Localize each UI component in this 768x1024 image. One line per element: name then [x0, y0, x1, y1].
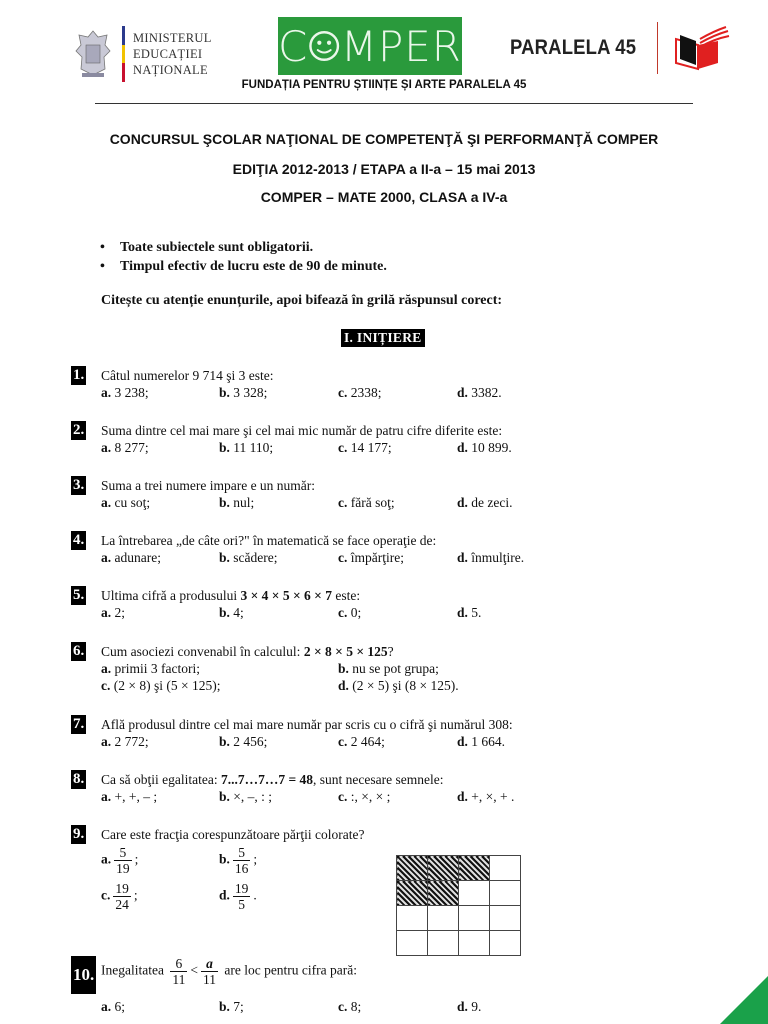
option-c[interactable]: c. 8;: [338, 999, 362, 1014]
section-heading: I. INIȚIERE: [341, 329, 425, 347]
grade-line: COMPER – MATE 2000, CLASA a IV-a: [260, 189, 508, 205]
option-a[interactable]: a. 6;: [101, 999, 126, 1014]
option-d[interactable]: d. 3382.: [457, 385, 502, 400]
option-c[interactable]: c. 2 464;: [338, 734, 385, 749]
smiley-face-icon: [308, 26, 340, 66]
option-b[interactable]: b. 2 456;: [219, 734, 268, 749]
question-text: Inegalitatea $\frac{6}{11}$ < $\frac{a}{11}$ are loc pentru cifra pară:: [101, 956, 358, 987]
option-a[interactable]: a. cu soţ;: [101, 495, 151, 510]
option-d[interactable]: d. înmulţire.: [457, 550, 525, 565]
option-b[interactable]: b. ×, –, : ;: [219, 789, 273, 804]
grid-row: [397, 906, 521, 931]
option-d[interactable]: d. 10 899.: [457, 440, 512, 455]
question-text: Află produsul dintre cel mai mare număr par scris cu o cifră şi numărul 308:: [101, 717, 513, 732]
option-d[interactable]: d. 9.: [457, 999, 482, 1014]
question-text: La întrebarea „de câte ori?" în matematică se face operaţie de:: [101, 533, 437, 548]
question-text: Ca să obţii egalitatea: 7...7…7…7 = 48, sunt necesare semnele:: [101, 772, 444, 787]
rule-item: • Timpul efectiv de lucru este de 90 de minute.: [100, 257, 387, 276]
option-d[interactable]: d. de zeci.: [457, 495, 513, 510]
option-a[interactable]: a. primii 3 factori;: [101, 661, 200, 676]
question-number: 10.: [71, 956, 96, 994]
grid-cell: [490, 856, 521, 881]
header-divider: [95, 103, 693, 104]
option-d[interactable]: d. (2 × 5) şi (8 × 125).: [338, 678, 459, 693]
question-number: 9.: [73, 826, 85, 842]
option-b[interactable]: b. 3 328;: [219, 385, 268, 400]
grid-cell: [459, 906, 490, 931]
question-number: 2.: [73, 422, 85, 438]
question-text: Suma a trei numere impare e un număr:: [101, 478, 316, 493]
question-number: 3.: [73, 477, 85, 493]
foundation-name: FUNDAȚIA PENTRU ȘTIINȚE ȘI ARTE PARALELA 45: [241, 79, 527, 91]
grid-cell-shaded: [459, 856, 490, 881]
option-a[interactable]: a. 8 277;: [101, 440, 149, 455]
question-number: 1.: [73, 367, 85, 383]
option-a[interactable]: a. $\frac{5}{19}$ ;: [101, 845, 139, 876]
option-c[interactable]: c. (2 × 8) şi (5 × 125);: [101, 678, 221, 693]
coat-of-arms-icon: [74, 27, 112, 81]
question-number: 4.: [73, 532, 85, 548]
question-text: Câtul numerelor 9 714 şi 3 este:: [101, 368, 274, 383]
option-b[interactable]: b. 7;: [219, 999, 244, 1014]
grid-cell: [428, 931, 459, 956]
question-text: Care este fracţia corespunzătoare părţii colorate?: [101, 827, 365, 842]
flag-stripe: [122, 26, 125, 82]
question-text: Ultima cifră a produsului 3 × 4 × 5 × 6 × 7 este:: [101, 588, 361, 603]
grid-row: [397, 881, 521, 906]
ministry-logo: [74, 24, 212, 84]
option-a[interactable]: a. 2;: [101, 605, 126, 620]
option-c[interactable]: c. împărţire;: [338, 550, 404, 565]
option-b[interactable]: b. 11 110;: [219, 440, 274, 455]
grid-cell-shaded: [397, 881, 428, 906]
grid-cell: [490, 881, 521, 906]
option-a[interactable]: a. 3 238;: [101, 385, 149, 400]
question-text: Cum asociezi convenabil în calculul: 2 × 8 × 5 × 125?: [101, 644, 394, 659]
shaded-grid-figure: [396, 855, 521, 956]
option-b[interactable]: b. $\frac{5}{16}$ ;: [219, 845, 258, 876]
page-corner-decoration: [720, 976, 768, 1024]
option-b[interactable]: b. nul;: [219, 495, 255, 510]
option-b[interactable]: b. scădere;: [219, 550, 278, 565]
grid-cell: [428, 906, 459, 931]
option-d[interactable]: d. 1 664.: [457, 734, 506, 749]
question-number: 5.: [73, 587, 85, 603]
option-b[interactable]: b. 4;: [219, 605, 244, 620]
grid-row: [397, 931, 521, 956]
grid-cell-shaded: [397, 856, 428, 881]
grid-cell: [459, 931, 490, 956]
paralela45-logo: PARALELA 45: [510, 22, 730, 74]
option-a[interactable]: a. +, +, – ;: [101, 789, 158, 804]
grid-cell: [397, 906, 428, 931]
option-d[interactable]: d. 5.: [457, 605, 482, 620]
comper-logo: C MPER: [278, 17, 462, 75]
option-c[interactable]: c. :, ×, × ;: [338, 789, 391, 804]
question-text: Suma dintre cel mai mare şi cel mai mic număr de patru cifre diferite este:: [101, 423, 503, 438]
option-d[interactable]: d. $\frac{19}{5}$ .: [219, 881, 257, 912]
grid-cell-shaded: [428, 856, 459, 881]
grid-cell: [490, 906, 521, 931]
edition-line: EDIŢIA 2012-2013 / ETAPA a II-a – 15 mai 2013: [232, 161, 536, 177]
contest-title: CONCURSUL ŞCOLAR NAŢIONAL DE COMPETENŢĂ ŞI PERFORMANŢĂ COMPER: [109, 131, 659, 147]
option-d[interactable]: d. +, ×, + .: [457, 789, 515, 804]
rules-list: [100, 238, 387, 276]
option-a[interactable]: a. adunare;: [101, 550, 161, 565]
instruction-text: Citește cu atenție enunțurile, apoi bifează în grilă răspunsul corect:: [101, 293, 503, 308]
question-number: 8.: [73, 771, 85, 787]
option-a[interactable]: a. 2 772;: [101, 734, 149, 749]
logo-separator: [657, 22, 658, 74]
grid-cell: [397, 931, 428, 956]
grid-row: [397, 856, 521, 881]
grid-cell: [459, 881, 490, 906]
option-c[interactable]: c. fără soţ;: [338, 495, 395, 510]
option-c[interactable]: c. $\frac{19}{24}$ ;: [101, 881, 138, 912]
option-c[interactable]: c. 0;: [338, 605, 362, 620]
grid-cell: [490, 931, 521, 956]
question-number: 6.: [73, 643, 85, 659]
option-c[interactable]: c. 14 177;: [338, 440, 392, 455]
grid-cell-shaded: [428, 881, 459, 906]
open-book-icon: [672, 25, 730, 71]
ministry-name: MINISTERUL EDUCAȚIEI NAȚIONALE: [133, 31, 212, 77]
option-b[interactable]: b. nu se pot grupa;: [338, 661, 439, 676]
option-c[interactable]: c. 2338;: [338, 385, 382, 400]
question-number: 7.: [73, 716, 85, 732]
rule-item: • Toate subiectele sunt obligatorii.: [100, 238, 387, 257]
